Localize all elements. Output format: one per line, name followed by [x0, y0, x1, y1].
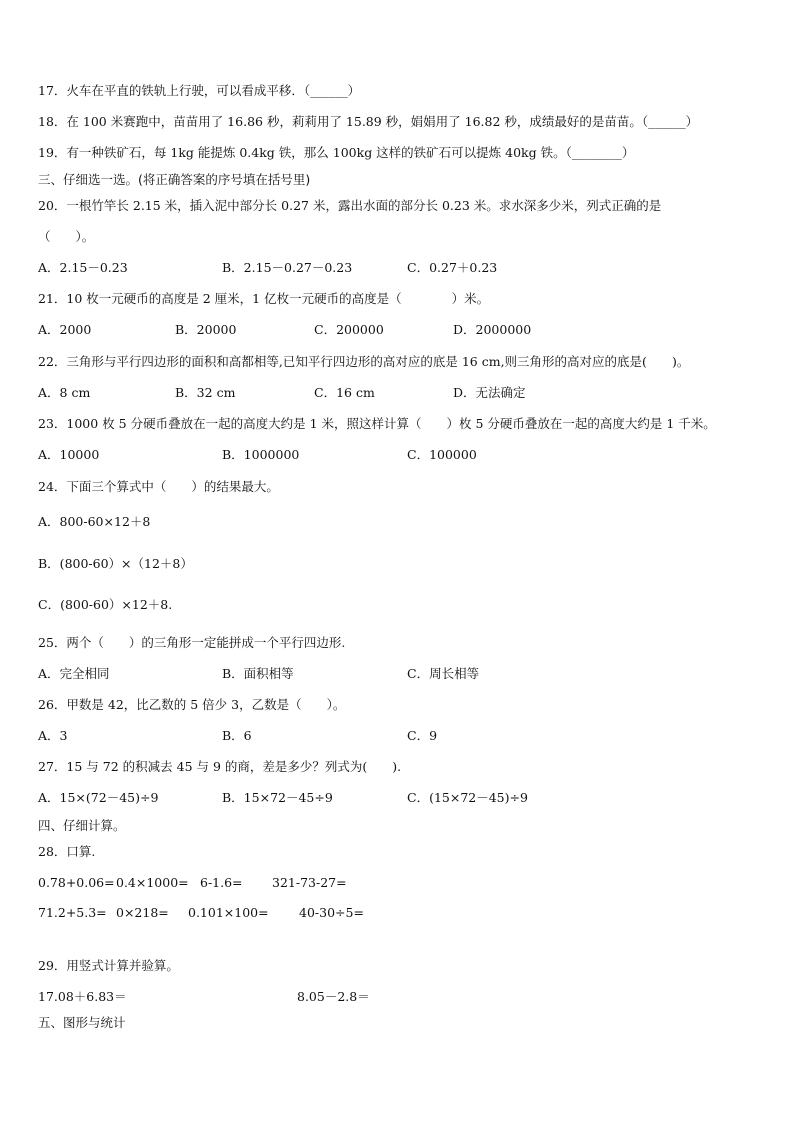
q28-item: 40-30÷5= [299, 905, 364, 920]
q20-option-a: A．2.15－0.23 [38, 260, 128, 275]
q29-item: 8.05－2.8＝ [297, 989, 370, 1004]
question-22: 22．三角形与平行四边形的面积和高都相等,已知平行四边形的高对应的底是 16 cm,则三角形的高对应的底是( )。 [38, 354, 690, 369]
q28-item: 0.101×100= [188, 905, 269, 920]
q28-item: 0.4×1000= [116, 875, 189, 890]
q23-option-c: C．100000 [407, 447, 477, 462]
q22-option-a: A．8 cm [38, 385, 91, 400]
q26-option-b: B．6 [222, 728, 252, 743]
q25-option-a: A．完全相同 [38, 666, 110, 681]
q23-option-a: A．10000 [38, 447, 100, 462]
question-23: 23．1000 枚 5 分硬币叠放在一起的高度大约是 1 米，照这样计算（ ）枚 5 分硬币叠放在一起的高度大约是 1 千米。 [38, 416, 716, 431]
q24-option-c: C．(800-60）×12＋8. [38, 597, 173, 612]
section-3-heading: 三、仔细选一选。(将正确答案的序号填在括号里) [38, 172, 311, 187]
q23-option-b: B．1000000 [222, 447, 300, 462]
q26-option-c: C．9 [407, 728, 438, 743]
q24-option-a: A．800-60×12＋8 [38, 514, 151, 529]
q28-item: 0.78+0.06= [38, 875, 115, 890]
q22-option-d: D．无法确定 [453, 385, 526, 400]
q28-item: 71.2+5.3= [38, 905, 107, 920]
q20-option-b: B．2.15－0.27－0.23 [222, 260, 353, 275]
question-27: 27．15 与 72 的积减去 45 与 9 的商，差是多少？列式为( ). [38, 759, 402, 774]
q22-option-c: C．16 cm [314, 385, 375, 400]
q26-option-a: A．3 [38, 728, 68, 743]
question-19: 19．有一种铁矿石，每 1kg 能提炼 0.4kg 铁，那么 100kg 这样的铁矿石可以提炼 40kg 铁。（________） [38, 145, 635, 160]
q25-option-c: C．周长相等 [407, 666, 480, 681]
q27-option-b: B．15×72－45÷9 [222, 790, 333, 805]
question-24: 24．下面三个算式中（ ）的结果最大。 [38, 479, 279, 494]
q29-item: 17.08＋6.83＝ [38, 989, 127, 1004]
q25-option-b: B．面积相等 [222, 666, 294, 681]
question-17: 17．火车在平直的铁轨上行驶，可以看成平移．（______） [38, 83, 361, 98]
q28-item: 6-1.6= [200, 875, 243, 890]
question-28: 28．口算. [38, 844, 96, 859]
q21-option-c: C．200000 [314, 322, 384, 337]
question-18: 18．在 100 米赛跑中，苗苗用了 16.86 秒，莉莉用了 15.89 秒，娟娟用了 16.82 秒，成绩最好的是苗苗。（______） [38, 114, 699, 129]
question-26: 26．甲数是 42，比乙数的 5 倍少 3，乙数是（ ）。 [38, 697, 346, 712]
question-25: 25．两个（ ）的三角形一定能拼成一个平行四边形. [38, 635, 346, 650]
question-29: 29．用竖式计算并验算。 [38, 958, 179, 973]
question-20: 20．一根竹竿长 2.15 米，插入泥中部分长 0.27 米，露出水面的部分长 0.23 米。求水深多少米，列式正确的是 [38, 198, 662, 213]
question-21: 21．10 枚一元硬币的高度是 2 厘米，1 亿枚一元硬币的高度是（ ）米。 [38, 291, 490, 306]
section-4-heading: 四、仔细计算。 [38, 818, 126, 833]
q22-option-b: B．32 cm [175, 385, 236, 400]
q21-option-d: D．2000000 [453, 322, 532, 337]
question-20-blank: （ ）。 [38, 229, 95, 244]
q21-option-b: B．20000 [175, 322, 237, 337]
q28-item: 0×218= [116, 905, 169, 920]
q24-option-b: B．(800-60）×（12＋8） [38, 556, 193, 571]
q28-item: 321-73-27= [272, 875, 347, 890]
q21-option-a: A．2000 [38, 322, 92, 337]
q27-option-a: A．15×(72－45)÷9 [38, 790, 159, 805]
q20-option-c: C．0.27＋0.23 [407, 260, 498, 275]
q27-option-c: C．(15×72－45)÷9 [407, 790, 528, 805]
section-5-heading: 五、图形与统计 [38, 1015, 126, 1030]
